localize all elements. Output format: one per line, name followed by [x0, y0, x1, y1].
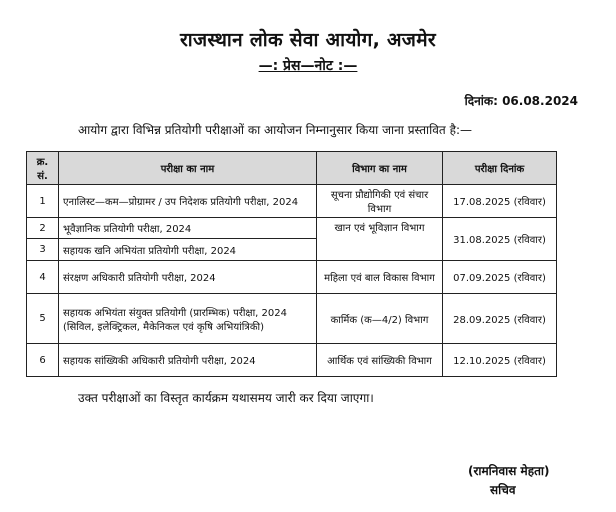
signatory-designation: सचिव: [490, 483, 516, 497]
exam-date-cell: 28.09.2025 (रविवार): [443, 294, 557, 344]
exam-date-cell: 12.10.2025 (रविवार): [443, 344, 557, 377]
exam-date-cell: 31.08.2025 (रविवार): [443, 218, 557, 261]
table-row: [27, 261, 557, 294]
serial-cell: 2: [27, 218, 59, 239]
document-title: राजस्थान लोक सेवा आयोग, अजमेर: [180, 29, 436, 51]
exam-name-cell: सहायक सांख्यिकी अधिकारी प्रतियोगी परीक्षा, 2024: [59, 344, 317, 377]
serial-cell: 6: [27, 344, 59, 377]
exam-name-cell: एनालिस्ट—कम—प्रोग्रामर / उप निदेशक प्रतियोगी परीक्षा, 2024: [59, 185, 317, 218]
header-exam-name: परीक्षा का नाम: [59, 152, 317, 185]
table-row: [27, 185, 557, 218]
serial-cell: 5: [27, 294, 59, 344]
footer-note: उक्त परीक्षाओं का विस्तृत कार्यक्रम यथासमय जारी कर दिया जाएगा।: [78, 391, 374, 405]
signatory-name: (रामनिवास मेहता): [468, 464, 550, 478]
table-row: [27, 344, 557, 377]
document-date: [465, 92, 578, 109]
department-cell: सूचना प्रौद्योगिकी एवं संचार विभाग: [317, 185, 443, 218]
date-value: 06.08.2024: [502, 94, 578, 108]
exam-date-cell: 17.08.2025 (रविवार): [443, 185, 557, 218]
exam-name-cell: सहायक खनि अभियंता प्रतियोगी परीक्षा, 2024: [59, 239, 317, 261]
exam-schedule-table: [26, 151, 557, 377]
press-note-heading: —: प्रेस—नोट :—: [258, 58, 358, 74]
exam-name-cell: सहायक अभियंता संयुक्त प्रतियोगी (प्रारम्भिक) परीक्षा, 2024 (सिविल, इलेक्ट्रिकल, मैकेनिकल एवं कृषि अभियांत्रिकी): [59, 294, 317, 344]
department-cell: आर्थिक एवं सांख्यिकी विभाग: [317, 344, 443, 377]
table-header-row: [27, 152, 557, 185]
department-cell: खान एवं भूविज्ञान विभाग: [317, 218, 443, 261]
intro-paragraph: आयोग द्वारा विभिन्न प्रतियोगी परीक्षाओं का आयोजन निम्नानुसार किया जाना प्रस्तावित है:—: [78, 123, 472, 137]
header-department: विभाग का नाम: [317, 152, 443, 185]
date-label: दिनांक:: [464, 94, 498, 108]
header-serial: क्र. सं.: [27, 152, 59, 185]
department-cell: महिला एवं बाल विकास विभाग: [317, 261, 443, 294]
serial-cell: 3: [27, 239, 59, 261]
exam-name-cell: संरक्षण अधिकारी प्रतियोगी परीक्षा, 2024: [59, 261, 317, 294]
table-row: [27, 218, 557, 239]
serial-cell: 1: [27, 185, 59, 218]
header-exam-date: परीक्षा दिनांक: [443, 152, 557, 185]
exam-name-cell: भूवैज्ञानिक प्रतियोगी परीक्षा, 2024: [59, 218, 317, 239]
exam-date-cell: 07.09.2025 (रविवार): [443, 261, 557, 294]
serial-cell: 4: [27, 261, 59, 294]
department-cell: कार्मिक (क—4/2) विभाग: [317, 294, 443, 344]
table-row: [27, 294, 557, 344]
